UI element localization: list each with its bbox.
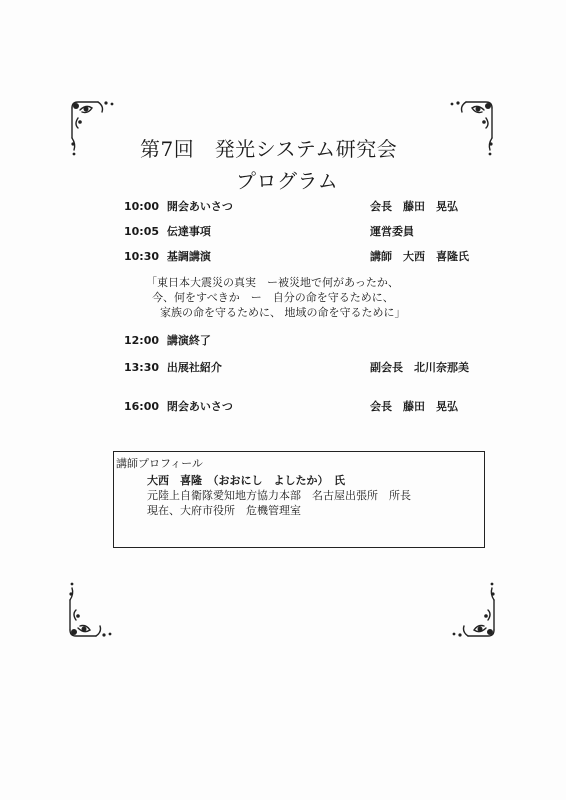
schedule-person: 運営委員 xyxy=(370,225,414,238)
schedule-item: 講演終了 xyxy=(166,334,211,347)
schedule-item: 伝達事項 xyxy=(166,225,211,238)
schedule-time: 10:05 xyxy=(124,225,160,238)
lecture-title xyxy=(146,275,446,320)
profile-line: 元陸上自衛隊愛知地方協力本部 名古屋出張所 所長 xyxy=(147,489,411,502)
schedule-item: 閉会あいさつ xyxy=(166,400,233,413)
lecture-title-line: 家族の命を守るために、 地域の命を守るために」 xyxy=(160,306,406,319)
schedule-person: 講師 大西 喜隆氏 xyxy=(370,250,469,263)
schedule-time: 16:00 xyxy=(124,400,160,413)
schedule-time: 10:00 xyxy=(124,200,160,213)
schedule-item: 開会あいさつ xyxy=(166,200,233,213)
lecture-title-line: 今、何をすべきか ー 自分の命を守るために、 xyxy=(152,291,394,304)
lecture-title-line: 「東日本大震災の真実 ー被災地で何があったか、 xyxy=(146,276,399,289)
schedule-row xyxy=(124,332,484,350)
schedule-row xyxy=(124,248,484,266)
floral-corner-icon xyxy=(66,578,118,640)
schedule-time: 12:00 xyxy=(124,334,160,347)
schedule-item: 出展社紹介 xyxy=(166,361,222,374)
schedule-person: 会長 藤田 晃弘 xyxy=(370,200,458,213)
schedule-row xyxy=(124,223,484,241)
schedule-person: 会長 藤田 晃弘 xyxy=(370,400,458,413)
floral-corner-icon xyxy=(444,98,496,160)
page-title: 第7回 発光システム研究会 xyxy=(140,137,398,161)
lecturer-profile-box xyxy=(113,451,485,548)
schedule-row xyxy=(124,359,484,377)
schedule-row xyxy=(124,398,484,416)
floral-corner-icon xyxy=(68,98,120,160)
schedule-time: 13:30 xyxy=(124,361,160,374)
profile-name: 大西 喜隆 （おおにし よしたか） 氏 xyxy=(147,474,345,487)
schedule-row xyxy=(124,198,484,216)
schedule-person: 副会長 北川奈那美 xyxy=(370,361,469,374)
profile-heading: 講師プロフィール xyxy=(116,457,203,470)
schedule-item: 基調講演 xyxy=(166,250,211,263)
page-subtitle: プログラム xyxy=(236,169,339,193)
profile-line: 現在、大府市役所 危機管理室 xyxy=(147,504,301,517)
floral-corner-icon xyxy=(446,578,498,640)
profile-details xyxy=(147,473,411,518)
schedule-time: 10:30 xyxy=(124,250,160,263)
